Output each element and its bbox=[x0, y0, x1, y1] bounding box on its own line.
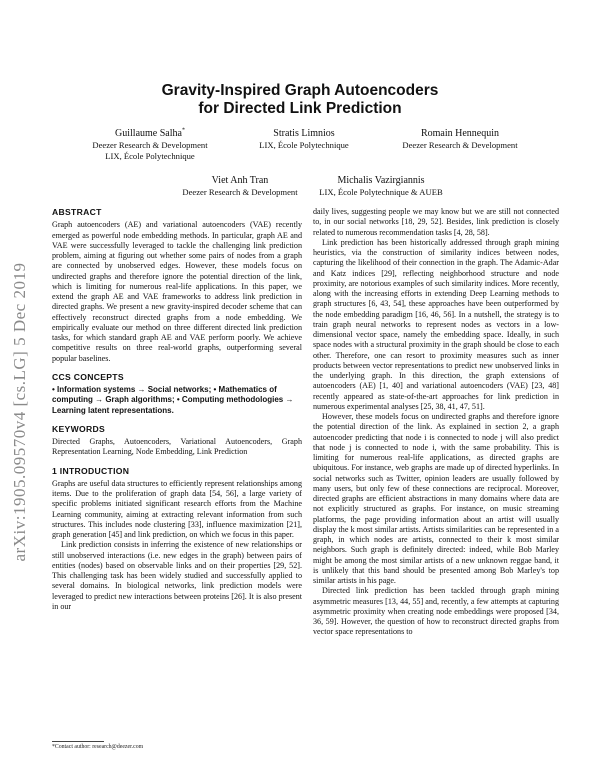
author-block bbox=[224, 128, 384, 151]
introduction-heading: 1 INTRODUCTION bbox=[52, 465, 130, 476]
author-name: Romain Hennequin bbox=[420, 128, 500, 139]
ccs-concepts-text: • Information systems → Social networks; • Mathematics of computing → Graph algorithms; • Computing methodologies → Learning latent representations. bbox=[52, 385, 294, 415]
author-name: Michalis Vazirgiannis bbox=[337, 175, 425, 186]
author-affiliation: Deezer Research & Development bbox=[182, 187, 298, 197]
author-affiliation: Deezer Research & Development bbox=[92, 140, 208, 150]
arxiv-identifier-stamp: arXiv:1905.09570v4 [cs.LG] 5 Dec 2019 bbox=[10, 262, 29, 562]
keywords-text: Directed Graphs, Autoencoders, Variational Autoencoders, Graph Representation Learning, Node Embedding, Link Prediction bbox=[52, 437, 302, 457]
author-affiliation: LIX, École Polytechnique bbox=[259, 140, 349, 150]
intro-paragraph: Graphs are useful data structures to efficiently represent relationships among items. Due to the proliferation of graph data [54, 56], a large variety of specific problems initiated significant research efforts from the Machine Learning community, aiming at extracting relevant information from such structures. This includes node clustering [33], influence maximization [21], graph generation [45] and link prediction, on which we focus in this paper. bbox=[52, 478, 302, 539]
corresponding-author-mark: * bbox=[181, 127, 185, 134]
paper-title bbox=[0, 82, 600, 118]
abstract-heading: ABSTRACT bbox=[52, 207, 102, 217]
body-paragraph: However, these models focus on undirected graphs and therefore ignore the potential direction of the link. As explained in section 2, a graph autoencoder predicting that node i is connected to node j will also predict that node j is connected to node i, with the same probability. This is limiting for numerous real-life applications, as directed graphs are ubiquitous. For instance, web graphs are made up of directed hyperlinks. In social networks such as Twitter, opinion leaders are usually followed by many users, but only few of these connections are reciprocal. Moreover, directed graphs are efficient abstractions in many domains where data are not explicitly structured as graphs. For instance, on music streaming platforms, the page providing information about an artist will usually display the k most similar artists. Artists similarities can be represented in a graph, in which nodes are artists, connected to their k most similar neighbors. Such graph is definitely directed: indeed, while Bob Marley might be among the most similar artists of a new unknown reggae band, it is unlikely that this band should be presented among Bob Marley's top similar artists in his page. bbox=[313, 412, 559, 585]
author-name: Guillaume Salha bbox=[115, 128, 182, 139]
author-block bbox=[70, 128, 230, 162]
author-affiliation: LIX, École Polytechnique & AUEB bbox=[319, 187, 443, 197]
abstract-text: Graph autoencoders (AE) and variational autoencoders (VAE) recently emerged as powerful node embedding methods. In particular, graph AE and VAE were successfully leveraged to tackle the challenging link prediction problem, aiming at figuring out whether some pairs of nodes from a graph are connected by unobserved edges. However, these models focus on undirected graphs and therefore ignore the potential direction of the link, which is limiting for numerous real-life applications. In this paper, we extend the graph AE and VAE frameworks to address link prediction in directed graphs. We present a new gravity-inspired decoder scheme that can effectively reconstruct directed graphs from a node embedding. We empirically evaluate our method on three different directed link prediction tasks, for which standard graph AE and VAE perform poorly. We achieve competitive results on three real-world graphs, outperforming several popular baselines. bbox=[52, 220, 302, 363]
intro-paragraph: Link prediction consists in inferring the existence of new relationships or still unobserved interactions (i.e. new edges in the graph) between pairs of entities (nodes) based on observable links and on their properties [29, 52]. This challenging task has been widely studied and successfully applied to several domains. In biological networks, link prediction models were leveraged to predict new interactions between proteins [26]. It is also present in our bbox=[52, 540, 302, 611]
keywords-heading: KEYWORDS bbox=[52, 423, 106, 434]
author-affiliation: LIX, École Polytechnique bbox=[105, 151, 195, 161]
author-name: Stratis Limnios bbox=[273, 128, 335, 139]
author-name: Viet Anh Tran bbox=[211, 175, 269, 186]
right-column bbox=[313, 207, 559, 638]
body-paragraph: Directed link prediction has been tackled through graph mining asymmetric measures [13, 44, 55] and, recently, a few attempts at capturing asymmetric proximity when creating node embeddings were proposed [34, 36, 59]. However, the question of how to reconstruct directed graphs from vector space representations to bbox=[313, 586, 559, 637]
ccs-concepts-heading: CCS CONCEPTS bbox=[52, 371, 124, 382]
footnote: *Contact author: research@deezer.com bbox=[52, 744, 144, 750]
title-line-1: Gravity-Inspired Graph Autoencoders bbox=[161, 82, 439, 99]
footnote-divider bbox=[52, 741, 104, 742]
title-line-2: for Directed Link Prediction bbox=[198, 100, 402, 117]
left-column bbox=[52, 207, 302, 612]
body-paragraph: Link prediction has been historically addressed through graph mining heuristics, via the construction of similarity indices between nodes, capturing the likelihood of their connection in the graph. The Adamic-Adar and Katz indices [29], reflecting neighborhood structure and node proximity, are notorious examples of such similarity indices. More recently, along with the increasing efforts in extending Deep Learning methods to graph structures [6, 43, 54], these approaches have been outperformed by the node embedding paradigm [16, 46, 56]. In a nutshell, the strategy is to train graph neural networks to represent nodes as vectors in a low-dimensional vector space, namely the embedding space. Ideally, in such space nodes with a structural proximity in the graph should be close to each other. Therefore, one can resort to proximity measures such as inner products between vector representations to predict new unobserved links in the underlying graph. In this direction, the graph extensions of autoencoders (AE) [1, 40] and variational autoencoders (VAE) [23, 48] recently appeared as state-of-the-art approaches for link prediction in numerous experimental analyses [25, 38, 41, 47, 51]. bbox=[313, 237, 559, 411]
body-paragraph: daily lives, suggesting people we may know but we are still not connected to, in our social networks [18, 29, 52]. Besides, link prediction is closely related to numerous recommendation tasks [4, 28, 58]. bbox=[313, 207, 559, 237]
author-block bbox=[380, 128, 540, 151]
author-affiliation: Deezer Research & Development bbox=[402, 140, 518, 150]
author-block bbox=[296, 175, 466, 198]
